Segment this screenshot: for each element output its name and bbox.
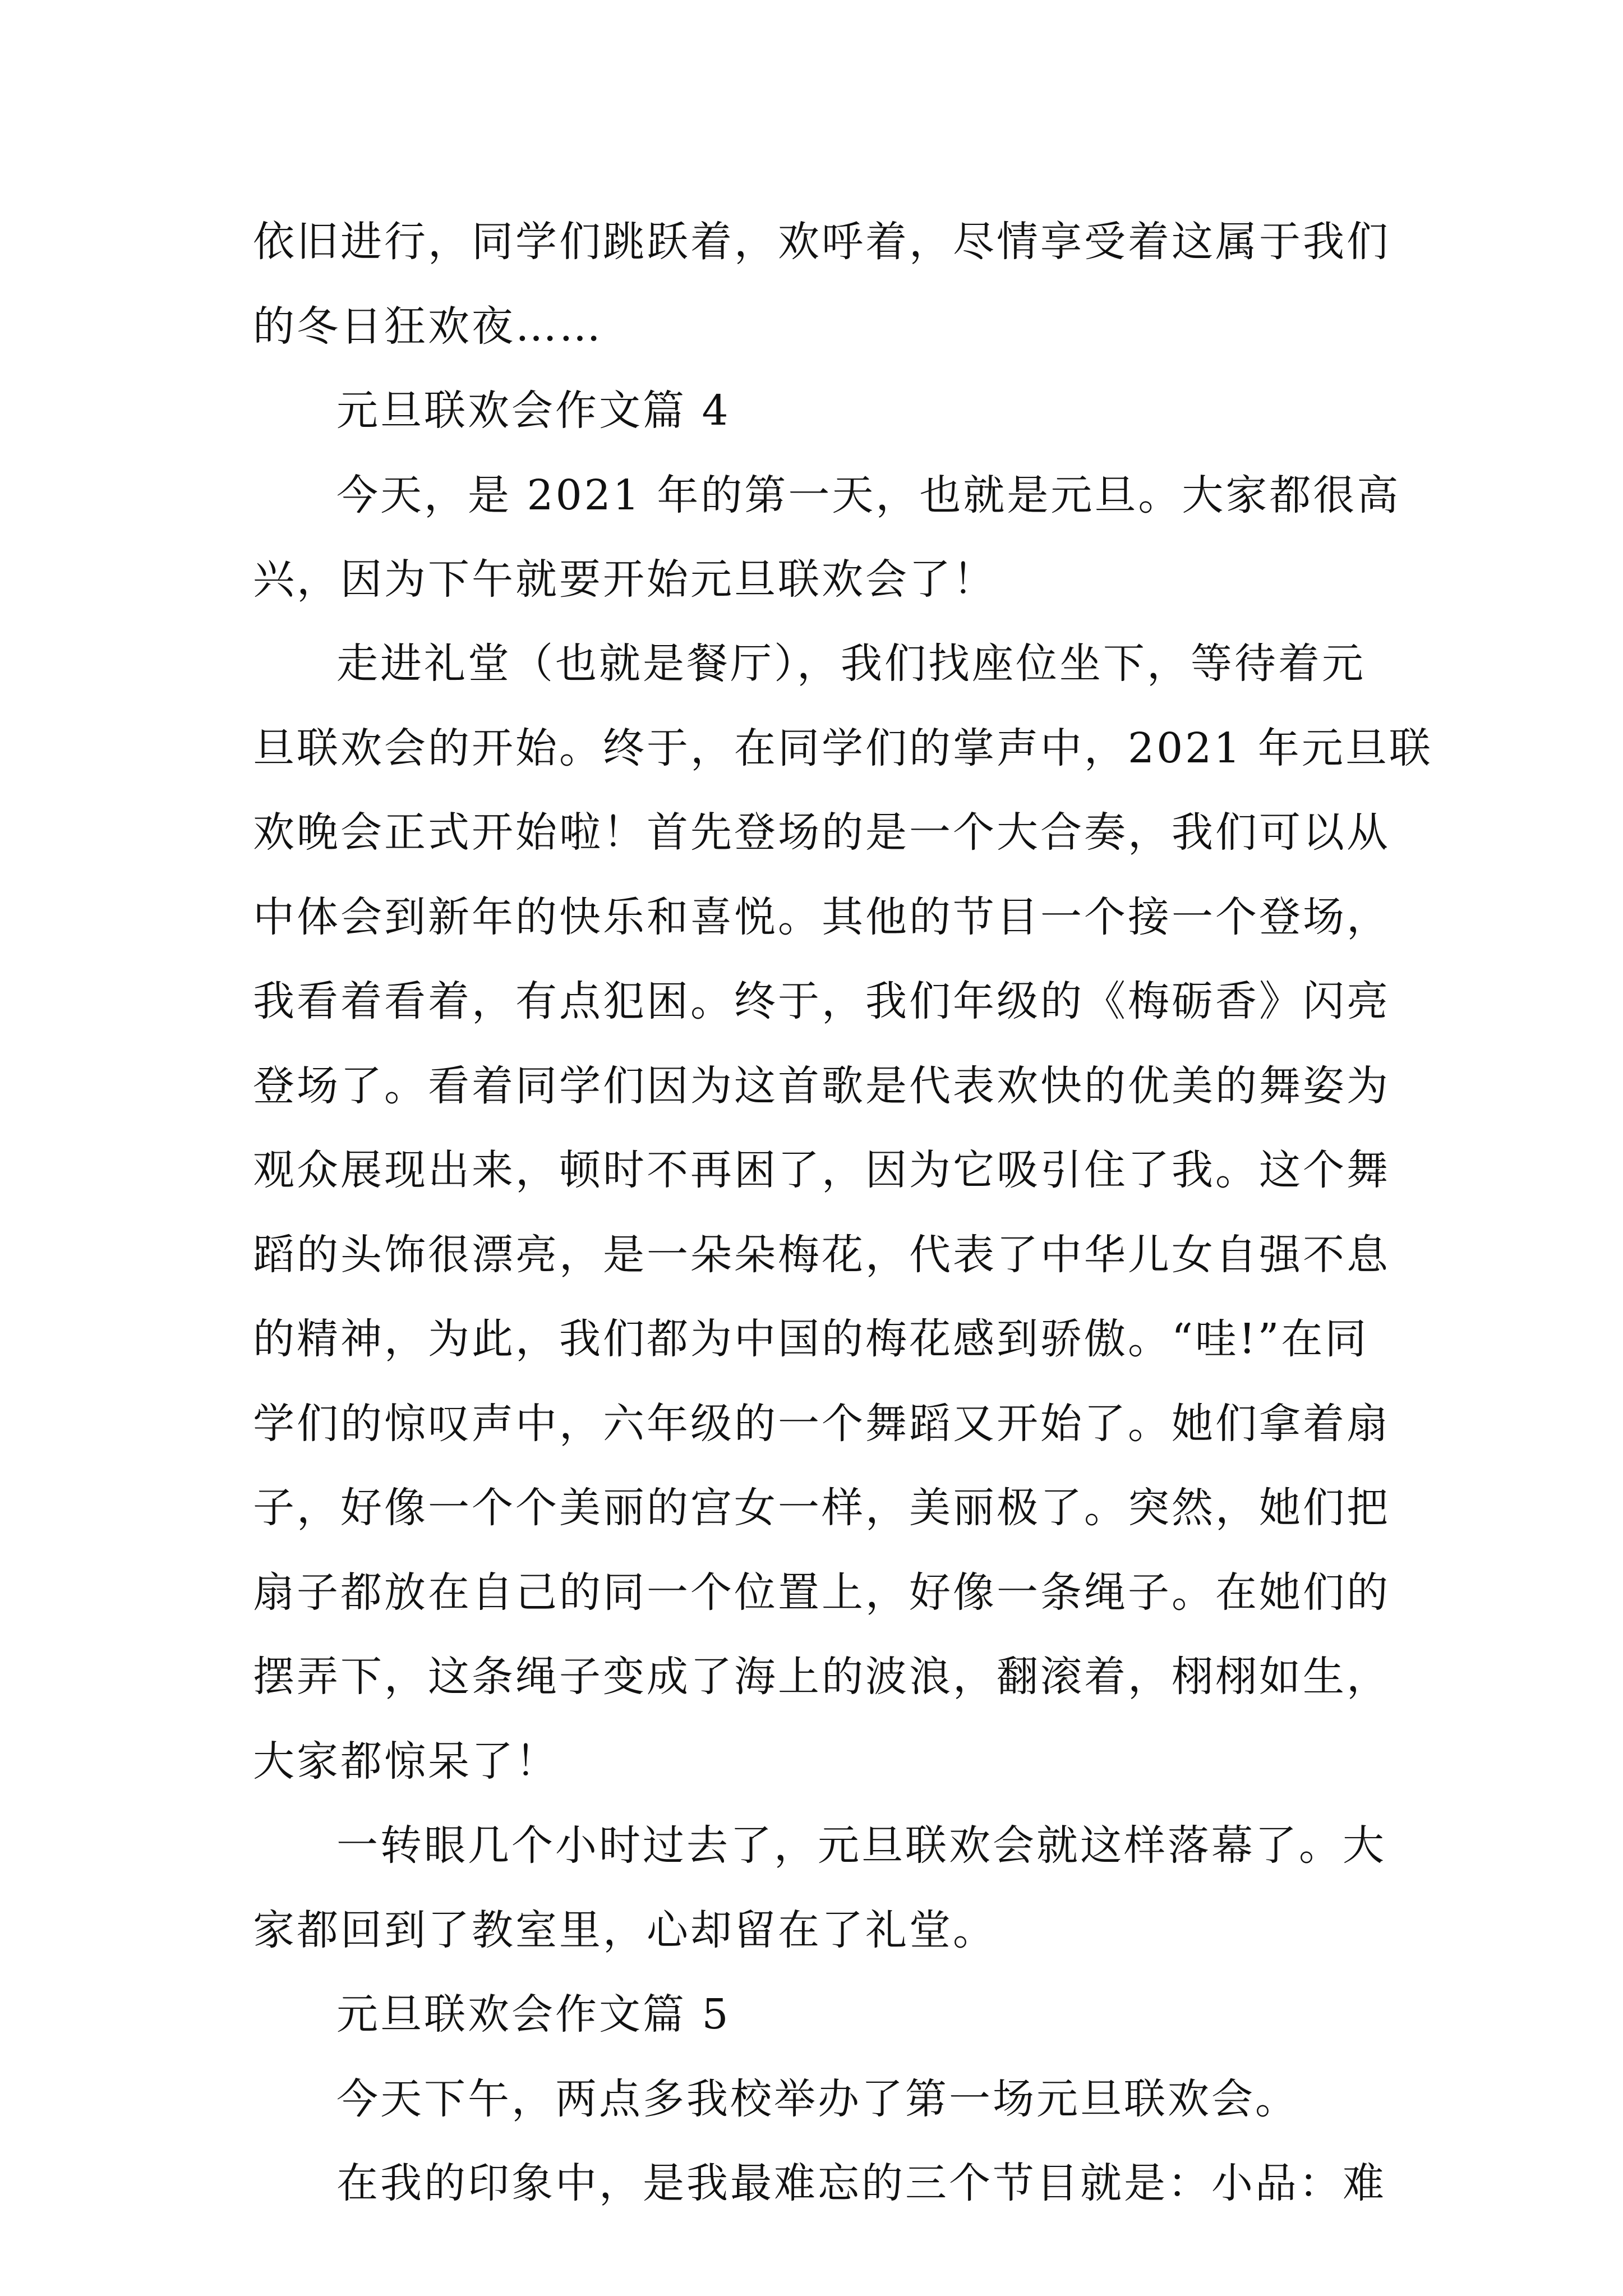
text-line: 我看着看着，有点犯困。终于，我们年级的《梅砺香》闪亮: [253, 977, 1390, 1025]
text-line: 的精神，为此，我们都为中国的梅花感到骄傲。“哇!”在同: [253, 1315, 1369, 1363]
paragraph-start: 在我的印象中，是我最难忘的三个节目就是：小品：难: [336, 2159, 1386, 2207]
text-line: 摆弄下，这条绳子变成了海上的波浪，翻滚着，栩栩如生，: [253, 1653, 1390, 1701]
text-line: 观众展现出来，顿时不再困了，因为它吸引住了我。这个舞: [253, 1146, 1390, 1194]
text-line: 家都回到了教室里，心却留在了礼堂。: [253, 1906, 997, 1954]
text-line: 扇子都放在自己的同一个位置上，好像一条绳子。在她们的: [253, 1568, 1390, 1617]
text-line: 大家都惊呆了！: [253, 1737, 559, 1786]
paragraph-start: 今天下午，两点多我校举办了第一场元旦联欢会。: [336, 2075, 1299, 2123]
text-line: 旦联欢会的开始。终于，在同学们的掌声中，2021 年元旦联: [253, 724, 1433, 772]
text-line: 登场了。看着同学们因为这首歌是代表欢快的优美的舞姿为: [253, 1062, 1390, 1110]
section-heading: 元旦联欢会作文篇 4: [336, 386, 731, 435]
text-line: 子，好像一个个美丽的宫女一样，美丽极了。突然，她们把: [253, 1484, 1390, 1532]
text-line: 兴，因为下午就要开始元旦联欢会了！: [253, 555, 997, 604]
paragraph-start: 一转眼几个小时过去了，元旦联欢会就这样落幕了。大: [336, 1821, 1386, 1870]
text-line: 依旧进行，同学们跳跃着，欢呼着，尽情享受着这属于我们: [253, 218, 1390, 266]
text-line: 中体会到新年的快乐和喜悦。其他的节目一个接一个登场，: [253, 893, 1390, 941]
text-line: 欢晚会正式开始啦！首先登场的是一个大合奏，我们可以从: [253, 808, 1390, 857]
text-line: 学们的惊叹声中，六年级的一个舞蹈又开始了。她们拿着扇: [253, 1400, 1390, 1448]
paragraph-start: 今天，是 2021 年的第一天，也就是元旦。大家都很高: [336, 471, 1401, 519]
text-line: 蹈的头饰很漂亮，是一朵朵梅花，代表了中华儿女自强不息: [253, 1231, 1390, 1279]
text-line: 的冬日狂欢夜……: [253, 302, 603, 351]
section-heading: 元旦联欢会作文篇 5: [336, 1990, 731, 2039]
paragraph-start: 走进礼堂（也就是餐厅），我们找座位坐下，等待着元: [336, 639, 1366, 688]
